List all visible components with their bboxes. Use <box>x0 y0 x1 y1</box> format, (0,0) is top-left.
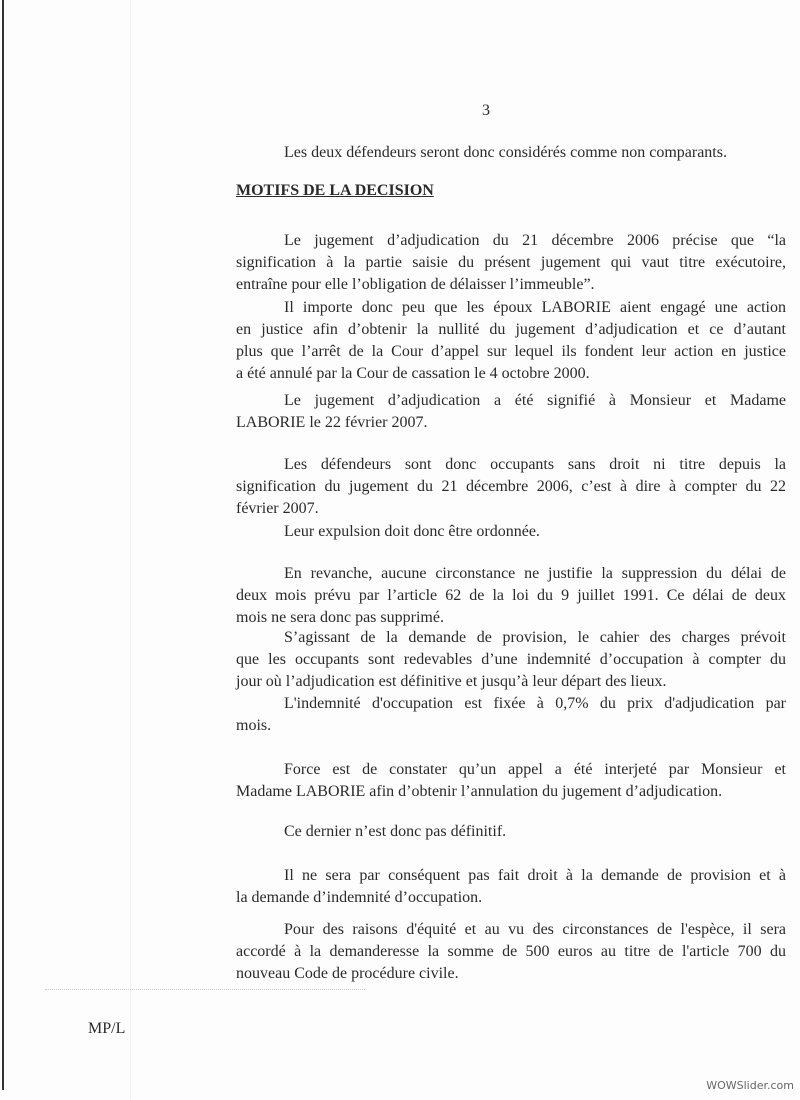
scan-left-edge <box>2 0 4 1090</box>
scan-margin-shadow <box>130 0 131 1100</box>
paragraph-line: entraîne pour elle l’obligation de délaisser l’immeuble”. <box>236 276 595 293</box>
paragraph-line: Force est de constater qu’un appel a été interjeté par Monsieur et <box>284 761 786 778</box>
author-initials: MP/L <box>88 1020 126 1037</box>
paragraph <box>236 693 786 737</box>
paragraph-line: en justice afin d’obtenir la nullité du jugement d’adjudication et ce d’autant <box>236 321 786 338</box>
scan-artifact-dots <box>45 989 365 990</box>
paragraph-line: Leur expulsion doit donc être ordonnée. <box>284 523 540 540</box>
paragraph-line: Il ne sera par conséquent pas fait droit à la demande de provision et à <box>284 867 786 884</box>
paragraph-line: accordé à la demanderesse la somme de 500 euros au titre de l'article 700 du <box>236 943 786 960</box>
paragraph <box>236 390 786 434</box>
paragraph-line: signification du jugement du 21 décembre 2006, c’est à dire à compter du 22 <box>236 478 786 495</box>
paragraph-line: Ce dernier n’est donc pas définitif. <box>284 823 507 840</box>
paragraph-line: que les occupants sont redevables d’une indemnité d’occupation à compter du <box>236 651 786 668</box>
paragraph-line: Les deux défendeurs seront donc considérés comme non comparants. <box>284 144 727 161</box>
paragraph <box>236 142 786 164</box>
paragraph <box>236 454 786 520</box>
paragraph-line: Le jugement d’adjudication du 21 décembre 2006 précise que “la <box>284 232 786 249</box>
paragraph-line: Il importe donc peu que les époux LABORIE aient engagé une action <box>284 299 786 316</box>
paragraph-line: signification à la partie saisie du présent jugement qui vaut titre exécutoire, <box>236 254 786 271</box>
paragraph-line: la demande d’indemnité d’occupation. <box>236 889 483 906</box>
paragraph <box>236 821 786 843</box>
paragraph-line: plus que l’arrêt de la Cour d’appel sur lequel ils fondent leur action en justice <box>236 343 786 360</box>
paragraph <box>236 230 786 296</box>
paragraph-line: Les défendeurs sont donc occupants sans droit ni titre depuis la <box>284 456 786 473</box>
page-number: 3 <box>482 102 490 119</box>
paragraph <box>236 919 786 985</box>
paragraph-line: S’agissant de la demande de provision, le cahier des charges prévoit <box>284 629 786 646</box>
paragraph <box>236 759 786 803</box>
paragraph-line: Le jugement d’adjudication a été signifié à Monsieur et Madame <box>284 392 786 409</box>
paragraph-line: nouveau Code de procédure civile. <box>236 965 459 982</box>
paragraph <box>236 865 786 909</box>
paragraph-line: L'indemnité d'occupation est fixée à 0,7% du prix d'adjudication par <box>284 695 786 712</box>
paragraph-line: mois. <box>236 717 272 734</box>
paragraph-line: En revanche, aucune circonstance ne justifie la suppression du délai de <box>284 565 786 582</box>
paragraph <box>236 627 786 693</box>
paragraph-line: LABORIE le 22 février 2007. <box>236 414 428 431</box>
paragraph-line: Pour des raisons d'équité et au vu des circonstances de l'espèce, il sera <box>284 921 786 938</box>
paragraph-line: mois ne sera donc pas supprimé. <box>236 609 444 626</box>
paragraph-line: a été annulé par la Cour de cassation le 4 octobre 2000. <box>236 365 590 382</box>
paragraph-line: février 2007. <box>236 500 319 517</box>
paragraph-line: deux mois prévu par l’article 62 de la loi du 9 juillet 1991. Ce délai de deux <box>236 587 786 604</box>
paragraph-line: Madame LABORIE afin d’obtenir l’annulation du jugement d’adjudication. <box>236 783 723 800</box>
paragraph <box>236 563 786 629</box>
watermark: WOWSlider.com <box>706 1079 794 1092</box>
section-heading: MOTIFS DE LA DECISION <box>236 182 434 199</box>
paragraph-line: jour où l’adjudication est définitive et jusqu’à leur départ des lieux. <box>236 673 667 690</box>
paragraph <box>236 521 786 543</box>
paragraph <box>236 297 786 385</box>
